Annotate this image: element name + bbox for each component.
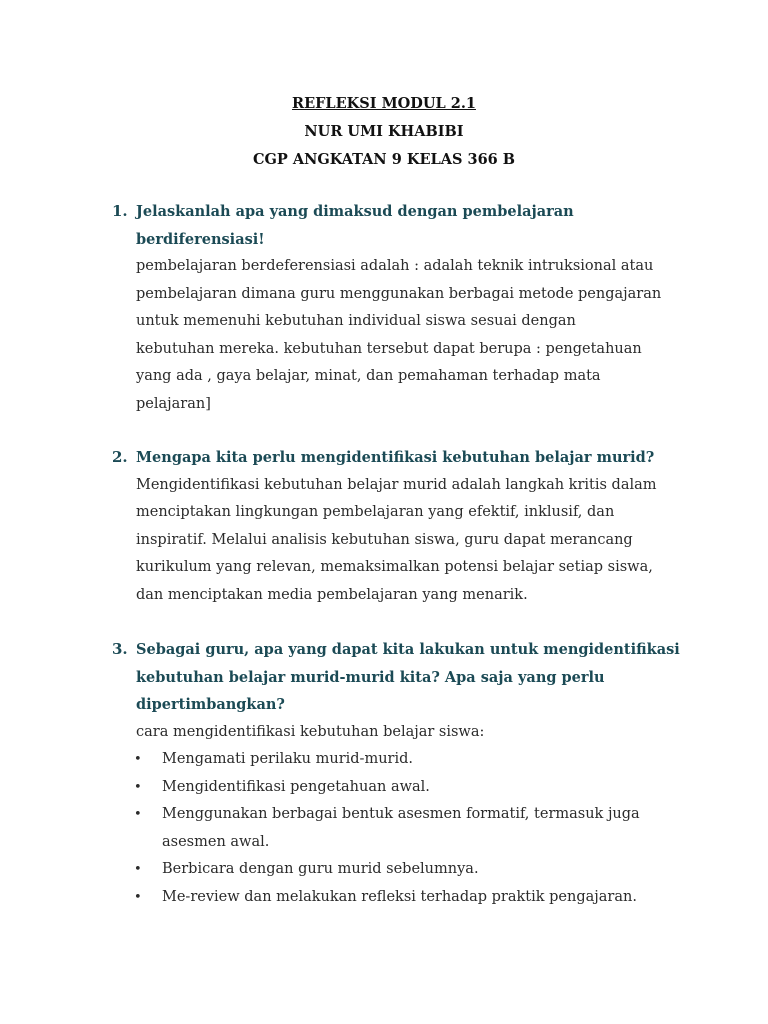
list-item-text: asesmen awal. <box>162 833 270 850</box>
question-line: Mengapa kita perlu mengidentifikasi kebutuhan belajar murid? <box>136 449 655 466</box>
question-3 <box>112 636 692 911</box>
bullet-icon: • <box>134 889 142 905</box>
answer-line: menciptakan lingkungan pembelajaran yang efektif, inklusif, dan <box>136 504 615 520</box>
answer-line: inspiratif. Melalui analisis kebutuhan siswa, guru dapat merancang <box>136 531 633 548</box>
answer-text <box>136 719 692 747</box>
answer-line: yang ada , gaya belajar, minat, dan pemahaman terhadap mata <box>136 368 601 384</box>
answer-line: untuk memenuhi kebutuhan individual siswa sesuai dengan <box>136 313 576 329</box>
answer-text <box>136 472 692 610</box>
list-item-text: Mengamati perilaku murid-murid. <box>162 751 413 767</box>
document-header <box>0 90 768 174</box>
list-item-text: Menggunakan berbagai bentuk asesmen formatif, termasuk juga <box>162 806 640 822</box>
answer-line: cara mengidentifikasi kebutuhan belajar siswa: <box>136 723 485 740</box>
question-line: kebutuhan belajar murid-murid kita? Apa saja yang perlu <box>136 668 605 686</box>
question-text <box>136 636 692 719</box>
bullet-icon: • <box>134 779 142 795</box>
question-2 <box>112 444 692 609</box>
question-line: Sebagai guru, apa yang dapat kita lakukan untuk mengidentifikasi <box>136 641 680 658</box>
answer-line: Mengidentifikasi kebutuhan belajar murid adalah langkah kritis dalam <box>136 476 657 493</box>
class-info: CGP ANGKATAN 9 KELAS 366 B <box>252 151 516 168</box>
answer-line: dan menciptakan media pembelajaran yang menarik. <box>136 586 528 603</box>
list-item <box>112 801 692 856</box>
question-text <box>136 444 692 472</box>
list-item <box>112 746 692 774</box>
bullet-icon: • <box>134 807 142 822</box>
question-line: berdiferensiasi! <box>136 230 265 248</box>
bullet-icon: • <box>134 862 142 877</box>
list-item <box>112 884 692 912</box>
bullet-icon: • <box>134 752 142 767</box>
answer-line: pelajaran] <box>136 395 211 412</box>
question-line: dipertimbangkan? <box>136 696 285 713</box>
document-title: REFLEKSI MODUL 2.1 <box>292 95 476 112</box>
list-item <box>112 774 692 802</box>
answer-line: pembelajaran berdeferensiasi adalah : adalah teknik intruksional atau <box>136 258 654 274</box>
answer-line: kurikulum yang relevan, memaksimalkan potensi belajar setiap siswa, <box>136 559 653 575</box>
answer-text <box>136 253 692 418</box>
list-item-text: Me-review dan melakukan refleksi terhadap praktik pengajaran. <box>162 888 637 905</box>
list-item-text: Mengidentifikasi pengetahuan awal. <box>162 778 430 795</box>
list-item <box>112 856 692 884</box>
answer-line: pembelajaran dimana guru menggunakan berbagai metode pengajaran <box>136 285 662 302</box>
question-number: 2. <box>112 448 128 466</box>
answer-line: kebutuhan mereka. kebutuhan tersebut dapat berupa : pengetahuan <box>136 340 642 357</box>
question-line: Jelaskanlah apa yang dimaksud dengan pembelajaran <box>136 203 574 220</box>
question-text <box>136 198 692 253</box>
list-item-text: Berbicara dengan guru murid sebelumnya. <box>162 861 479 877</box>
question-1 <box>112 198 692 418</box>
author-name: NUR UMI KHABIBI <box>304 123 464 140</box>
bullet-list <box>112 746 692 911</box>
question-number: 1. <box>112 202 128 220</box>
question-number: 3. <box>112 640 128 658</box>
